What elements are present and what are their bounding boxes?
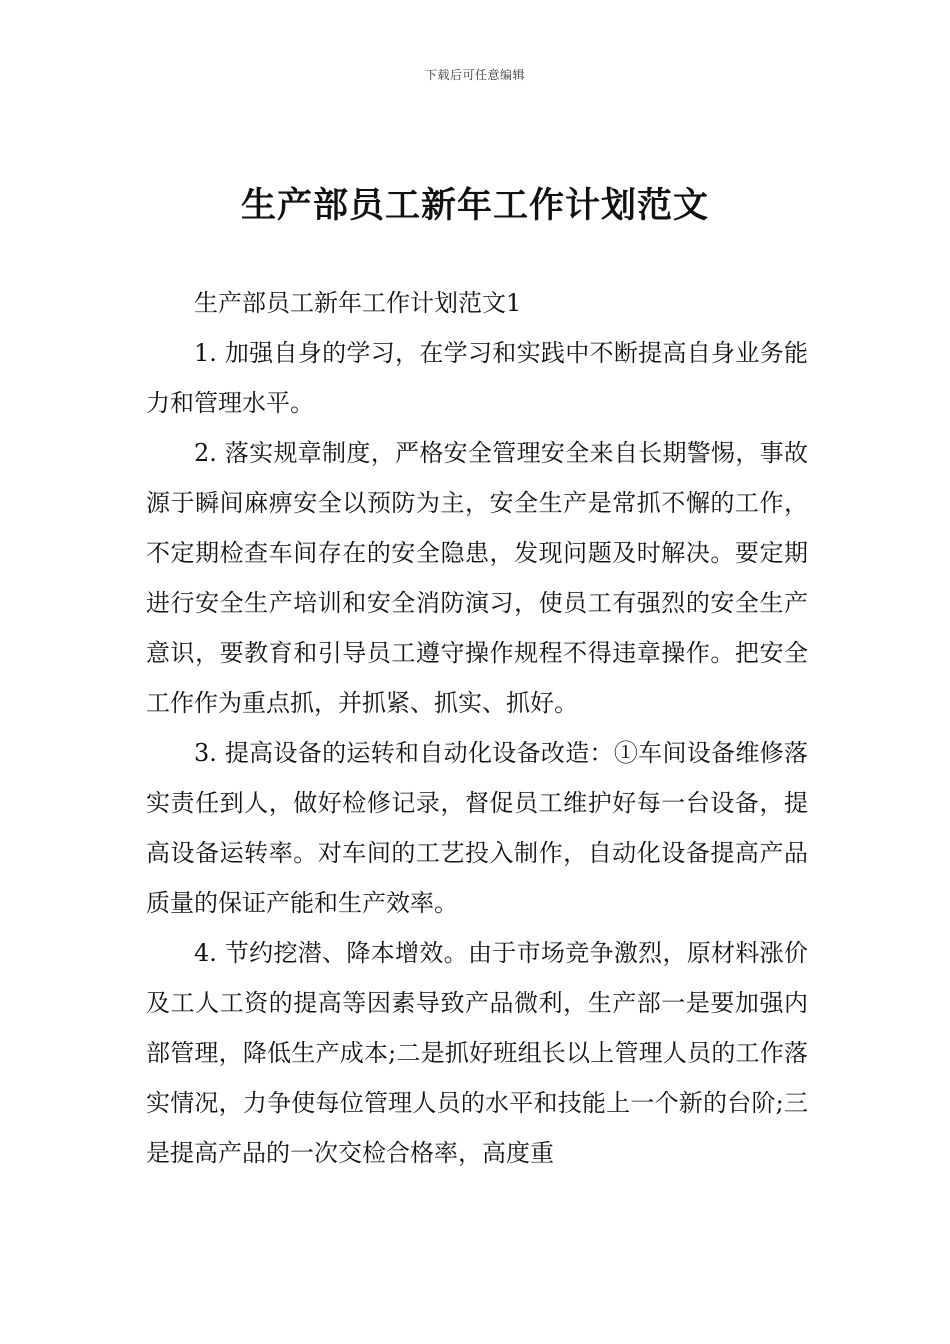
document-title: 生产部员工新年工作计划范文 <box>240 186 709 226</box>
paragraph-heading: 生产部员工新年工作计划范文1 <box>194 289 522 317</box>
paragraph-item-3: 3. 提高设备的运转和自动化设备改造：①车间设备维修落实责任到人，做好检修记录，督促员工维护好每一台设备，提高设备运转率。对车间的工艺投入制作，自动化设备提高产品质量的保证产能和生产效率。 <box>146 739 808 917</box>
header-note: 下载后可任意编辑 <box>424 68 525 82</box>
paragraph-item-1: 1. 加强自身的学习，在学习和实践中不断提高自身业务能力和管理水平。 <box>146 339 808 417</box>
document-body <box>146 278 808 1178</box>
paragraph-item-2: 2. 落实规章制度，严格安全管理安全来自长期警惕，事故源于瞬间麻痹安全以预防为主，安全生产是常抓不懈的工作，不定期检查车间存在的安全隐患，发现问题及时解决。要定期进行安全生产培训和安全消防演习，使员工有强烈的安全生产意识，要教育和引导员工遵守操作规程不得违章操作。把安全工作作为重点抓，并抓紧、抓实、抓好。 <box>146 439 808 717</box>
paragraph-item-4: 4. 节约挖潜、降本增效。由于市场竞争激烈，原材料涨价及工人工资的提高等因素导致产品微利，生产部一是要加强内部管理，降低生产成本;二是抓好班组长以上管理人员的工作落实情况，力争使每位管理人员的水平和技能上一个新的台阶;三是提高产品的一次交检合格率，高度重 <box>146 939 808 1167</box>
